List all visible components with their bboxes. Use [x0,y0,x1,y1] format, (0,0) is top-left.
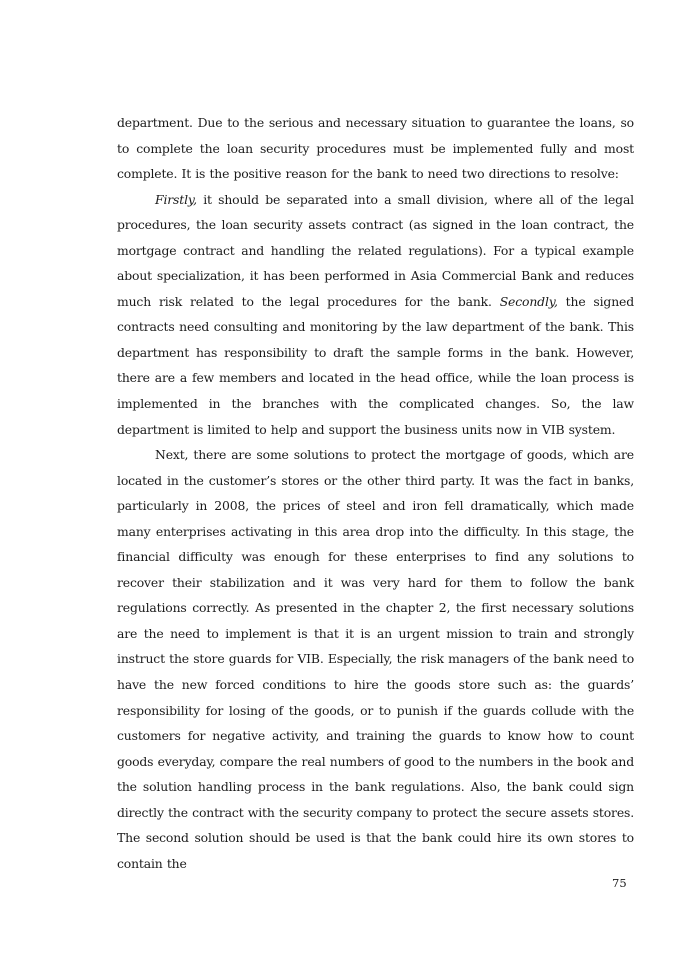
body-text [117,110,634,876]
emphasis-secondly: Secondly, [499,293,558,309]
text-run: Next, there are some solutions to protect the mortgage of goods, which are located in the customer’s stores or the other third party. It was the fact in banks, particularly in 2008, the prices of steel and iron fell dramatically, which made many enterprises activating in this area drop into the difficulty. In this stage, the financial difficulty was enough for these enterprises to find any solutions to recover their stabilization and it was very hard for them to follow the bank regulations correctly. As presented in the chapter 2, the first necessary solutions are the need to implement is that it is an urgent mission to train and strongly instruct the store guards for VIB. Especially, the risk managers of the bank need to have the new forced conditions to hire the goods store such as: the guards’ responsibility for losing of the goods, or to punish if the guards collude with the customers for negative activity, and training the guards to know how to count goods everyday, compare the real numbers of good to the numbers in the book and the solution handling process in the bank regulations. Also, the bank could sign directly the contract with the security company to protect the secure assets stores. The second solution should be used is that the bank could hire its own stores to contain the [117,447,634,871]
paragraph [117,110,634,187]
text-run: it should be separated into a small division, where all of the legal procedures, the loan security assets contract (as signed in the loan contract, the mortgage contract and handling the related regulations). For a typical example about specialization, it has been performed in Asia Commercial Bank and reduces much risk related to the legal procedures for the bank. [117,191,634,309]
page-number: 75 [612,876,627,890]
paragraph [117,442,634,876]
paragraph [117,187,634,442]
emphasis-firstly: Firstly, [155,191,197,207]
text-run: department. Due to the serious and necessary situation to guarantee the loans, so to complete the loan security procedures must be implemented fully and most complete. It is the positive reason for the bank to need two directions to resolve: [117,115,634,182]
text-run: the signed contracts need consulting and monitoring by the law department of the bank. This department has responsibility to draft the sample forms in the bank. However, there are a few members and located in the head office, while the loan process is implemented in the branches with the complicated changes. So, the law department is limited to help and support the business units now in VIB system. [117,293,634,437]
